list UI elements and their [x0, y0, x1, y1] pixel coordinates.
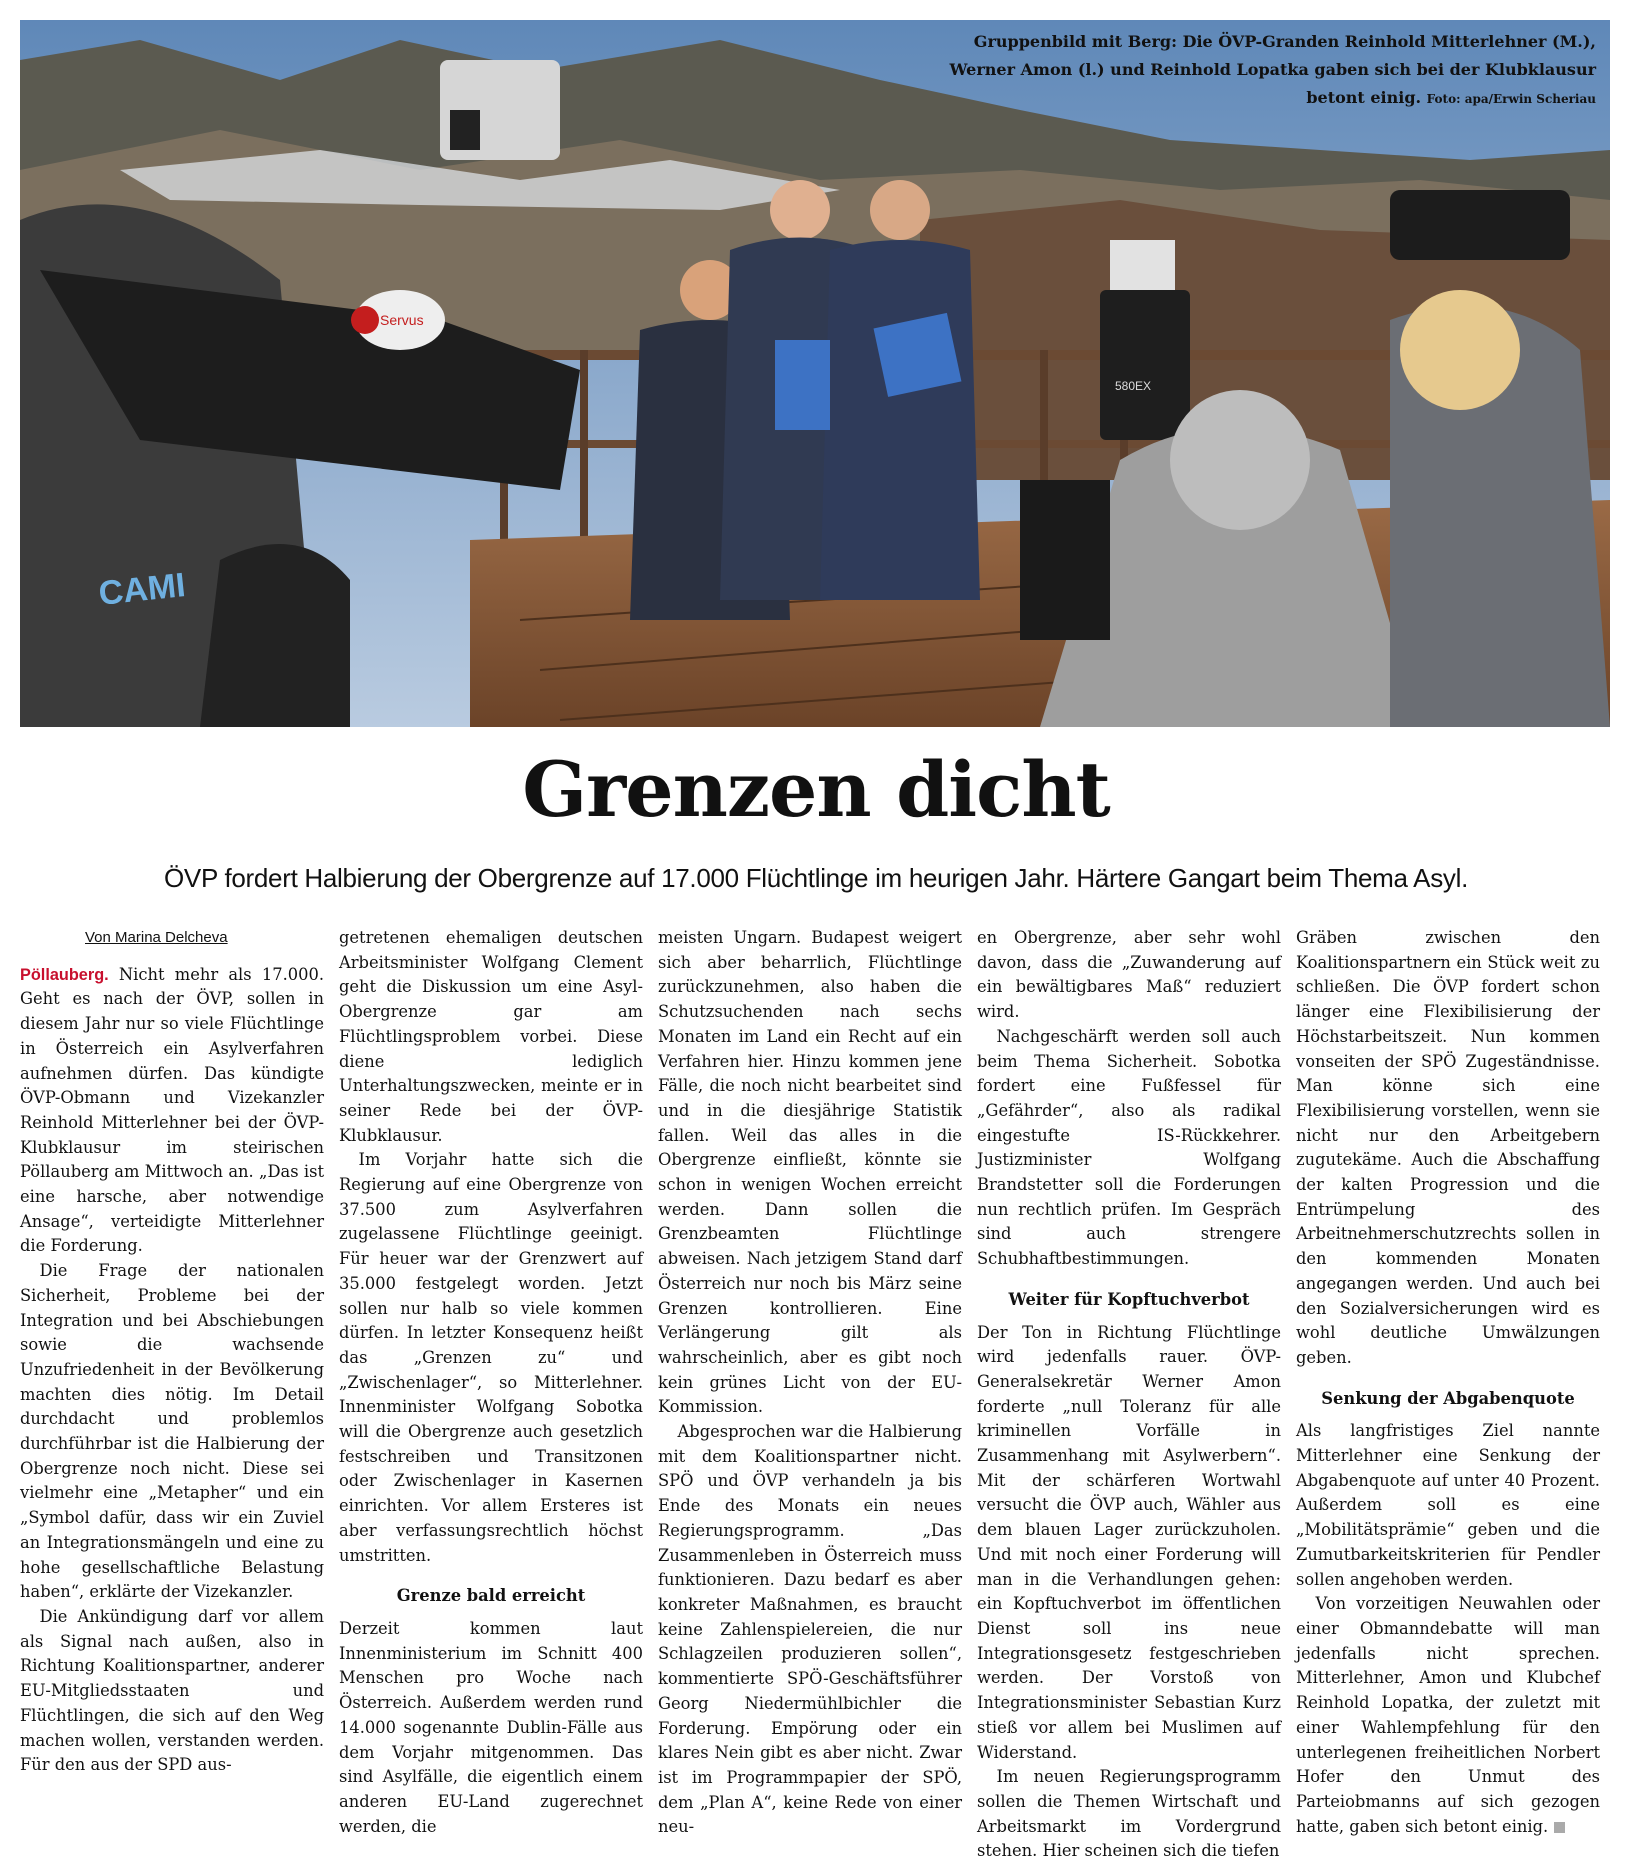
paragraph: Die Ankündigung darf vor allem als Signal nach außen, also in Richtung Koalitionspartner, anderer EU-Mitgliedsstaaten und Flüchtlingen, die sich auf den Weg machen wollen, verstanden werden. Für den aus der SPD aus- — [20, 1606, 324, 1775]
photo-credit: Foto: apa/Erwin Scheriau — [1426, 92, 1596, 106]
article-subheadline: ÖVP fordert Halbierung der Obergrenze auf 17.000 Flüchtlinge im heurigen Jahr. Härtere Gangart beim Thema Asyl. — [163, 863, 1468, 893]
article-photo — [20, 20, 1610, 727]
photo-caption — [916, 28, 1596, 113]
paragraph: meisten Ungarn. Budapest weigert sich aber beharrlich, Flüchtlinge zurückzunehmen, also haben die Schutzsuchenden nach sechs Monaten im Land ein Recht auf ein Verfahren hier. Hinzu kommen jene Fälle, die noch nicht bearbeitet sind und in die diesjährige Statistik fallen. Weil das alles in die Obergrenze einfließt, könnte sie schon in wenigen Wochen erreicht werden. Dann sollen die Grenzbeamten Flüchtlinge abweisen. Nach jetzigem Stand darf Österreich nur noch bis März seine Grenzen kontrollieren. Eine Verlängerung gilt als wahrscheinlich, aber es gibt noch kein grünes Licht von der EU-Kommission. — [658, 928, 962, 1417]
paragraph: getretenen ehemaligen deutschen Arbeitsminister Wolfgang Clement geht die Diskussion um eine Asyl-Obergrenze gar am Flüchtlingsproblem vorbei. Diese diene lediglich Unterhaltungszwecken, meinte er in seiner Rede bei der ÖVP-Klubklausur. — [339, 928, 643, 1145]
paragraph: Als langfristiges Ziel nannte Mitterlehner eine Senkung der Abgabenquote auf unter 40 Prozent. Außerdem soll es eine „Mobilitätsprämie“ geben und die Zumutbarkeitskriterien für Pendler sollen angehoben werden. — [1296, 1421, 1600, 1589]
paragraph: Der Ton in Richtung Flüchtlinge wird jedenfalls rauer. ÖVP-Generalsekretär Werner Amon forderte „null Toleranz für alle kriminellen Vorfälle in Zusammenhang mit Asylwerbern“. Mit der schärferen Wortwahl versucht die ÖVP auch, Wähler aus dem blauen Lager zurückzuholen. Und mit noch einer Forderung will man in die Verhandlungen gehen: ein Kopftuchverbot im öffentlichen Dienst soll ins neue Integrationsgesetz festgeschrieben werden. Der Vorstoß von Integrationsminister Sebastian Kurz stieß vor allem bei Muslimen auf Widerstand. — [977, 1322, 1281, 1762]
paragraph: Im Vorjahr hatte sich die Regierung auf eine Obergrenze von 37.500 zum Asylverfahren zugelassene Flüchtlinge geeinigt. Für heuer war der Grenzwert auf 35.000 festgelegt worden. Jetzt sollen nur halb so viele kommen dürfen. In letzter Konsequenz heißt das „Grenzen zu“ und „Zwischenlager“, so Mitterlehner. Innenminister Wolfgang Sobotka will die Obergrenze auch gesetzlich festschreiben und Transitzonen oder Zwischenlager in Kasernen einrichten. Vor allem Ersteres ist aber verfassungsrechtlich höchst umstritten. — [339, 1150, 643, 1565]
column-2 — [339, 926, 643, 1836]
paragraph: Nachgeschärft werden soll auch beim Thema Sicherheit. Sobotka fordert eine Fußfessel für „Gefährder“, also als radikal eingestufte IS-Rückkehrer. Justizminister Wolfgang Brandstetter soll die Forderungen nun rechtlich prüfen. Im Gespräch sind auch strengere Schubhaftbestimmungen. — [977, 1026, 1281, 1269]
dateline: Pöllauberg. — [20, 965, 109, 984]
column-4 — [977, 926, 1281, 1861]
column-1 — [20, 926, 324, 1775]
photo-caption-text: Gruppenbild mit Berg: Die ÖVP-Granden Reinhold Mitterlehner (M.), Werner Amon (l.) und Reinhold Lopatka gaben sich bei der Klubklausur betont einig. — [949, 32, 1596, 107]
paragraph: Abgesprochen war die Halbierung mit dem Koalitionspartner nicht. SPÖ und ÖVP verhandeln ja bis Ende des Monats ein neues Regierungsprogramm. „Das Zusammenleben in Österreich muss funktionieren. Dazu bedarf es aber konkreter Maßnahmen, es braucht keine Zahlenspielereien, die nur Schlagzeilen produzieren sollen“, kommentierte SPÖ-Geschäftsführer Georg Niedermühlbichler die Forderung. Empörung oder ein klares Nein gibt es aber nicht. Zwar ist im Programmpapier der SPÖ, dem „Plan A“, keine Rede von einer neu- — [658, 1422, 962, 1837]
press-photo-illustration — [20, 20, 1610, 727]
camera-brand-text: CAMI — [96, 566, 188, 613]
column-5 — [1296, 926, 1600, 1836]
paragraph-text: Von vorzeitigen Neuwahlen oder einer Obmanndebatte will man jedenfalls nicht sprechen. Mitterlehner, Amon und Klubchef Reinhold Lopatka, der zuletzt mit einer Wahlempfehlung für den unterlegenen freiheitlichen Norbert Hofer den Unmut des Parteiobmanns auf sich gezogen hatte, gaben sich betont einig. — [1296, 1594, 1600, 1836]
paragraph: Derzeit kommen laut Innenministerium im Schnitt 400 Menschen pro Woche nach Österreich. Außerdem werden rund 14.000 sogenannte Dublin-Fälle aus dem Vorjahr mitgenommen. Das sind Asylfälle, die eigentlich einem anderen EU-Land zugerechnet werden, die — [339, 1618, 643, 1836]
column-3 — [658, 926, 962, 1837]
article-headline: Grenzen dicht — [522, 745, 1110, 834]
byline: Von Marina Delcheva — [85, 929, 228, 946]
end-mark-icon — [1554, 1822, 1565, 1833]
paragraph: en Obergrenze, aber sehr wohl davon, dass die „Zuwanderung auf ein bewältigbares Maß“ reduziert wird. — [977, 928, 1281, 1022]
subheading: Grenze bald erreicht — [396, 1586, 586, 1606]
paragraph: Gräben zwischen den Koalitionspartnern ein Stück weit zu schließen. Die ÖVP fordert schon länger eine Flexibilisierung der Höchstarbeitszeit. Nun kommen vonseiten der SPÖ Zugeständnisse. Man könne sich eine Flexibilisierung vorstellen, wenn sie nicht nur den Arbeitgebern zugutekäme. Auch die Abschaffung der kalten Progression und die Entrümpelung des Arbeitnehmerschutzrechts sollen in den kommenden Monaten angegangen werden. Und auch bei den Sozialversicherungen wird es wohl deutliche Umwälzungen geben. — [1296, 928, 1600, 1367]
subheading: Senkung der Abgabenquote — [1321, 1388, 1575, 1408]
mic-flag-text: Servus — [380, 312, 424, 328]
paragraph — [20, 963, 324, 1259]
article-body — [20, 926, 1612, 1861]
paragraph-text: Nicht mehr als 17.000. Geht es nach der ÖVP, sollen in diesem Jahr nur so viele Flüchtlinge in Österreich ein Asylverfahren aufnehmen dürfen. Das kündigte ÖVP-Obmann und Vizekanzler Reinhold Mitterlehner bei der ÖVP-Klubklausur im steirischen Pöllauberg am Mittwoch an. „Das ist eine harsche, aber notwendige Ansage“, verteidigte Mitterlehner die Forderung. — [20, 964, 324, 1256]
paragraph — [1296, 1592, 1600, 1839]
paragraph: Die Frage der nationalen Sicherheit, Probleme bei der Integration und bei Abschiebungen sowie die wachsende Unzufriedenheit in der Bevölkerung machten dies nötig. Im Detail durchdacht und problemlos durchführbar ist die Halbierung der Obergrenze noch nicht. Diese sei vielmehr eine „Metapher“ und ein „Symbol dafür, dass wir ein Zuviel an Integrationsmängeln und eine zu hohe gesellschaftliche Belastung haben“, erklärte der Vizekanzler. — [20, 1261, 324, 1602]
flash-model-text: 580EX — [1115, 379, 1152, 393]
subheading: Weiter für Kopftuchverbot — [1008, 1289, 1250, 1309]
paragraph: Im neuen Regierungsprogramm sollen die Themen Wirtschaft und Arbeitsmarkt im Vordergrund stehen. Hier scheinen sich die tiefen — [977, 1767, 1281, 1861]
